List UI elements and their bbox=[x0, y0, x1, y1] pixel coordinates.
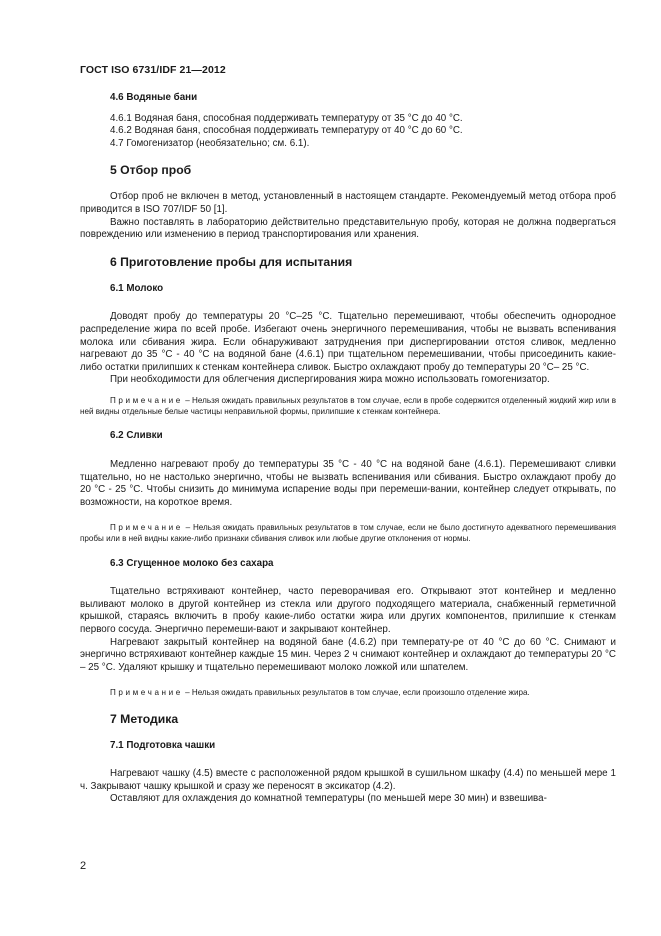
page-number: 2 bbox=[80, 860, 87, 872]
note-label: Примечание bbox=[110, 523, 183, 533]
note-label: Примечание bbox=[110, 395, 183, 405]
section-6-1-paragraph: Доводят пробу до температуры 20 °С–25 °С. Тщательно перемешивают, чтобы обеспечить однородное распределение жира по всей пробе. Избегают очень энергичного перемешивания, чтобы не вызвать вспенивания молока или сбивания жира. Если обнаруживают затруднения при диспергировании отстоя сливок, медленно нагревают до 35 °С - 40 °С на водяной бане (4.6.1) при тщательном перемешивании, чтобы присоединить какие-либо остатки прилипших к стенкам контейнера сливок. Быстро охлаждают пробу до температуры 20 °С– 25 °С. bbox=[80, 311, 616, 373]
section-6-2-title: 6.2 Сливки bbox=[110, 430, 163, 442]
section-6-3-paragraph: Тщательно встряхивают контейнер, часто переворачивая его. Открывают этот контейнер и медленно выливают молоко в другой контейнер из стекла или другого подходящего материала, снабженный герметичной крышкой, стараясь включить в пробу какие-либо остатки жира или других компонентов, прилипшие к стенкам первого сосуда. Энергично перемеши-вают и закрывают контейнер. bbox=[80, 586, 616, 636]
note-6-1 bbox=[80, 395, 616, 417]
document-header: ГОСТ ISO 6731/IDF 21—2012 bbox=[80, 64, 226, 76]
section-5-paragraph: Отбор проб не включен в метод, установленный в настоящем стандарте. Рекомендуемый метод отбора проб приводится в ISO 707/IDF 50 [1]. bbox=[80, 191, 616, 215]
section-6-1-title: 6.1 Молоко bbox=[110, 282, 164, 294]
section-6-title: 6 Приготовление пробы для испытания bbox=[110, 254, 353, 269]
note-text: – Нельзя ожидать правильных результатов в том случае, если произошло отделение жира. bbox=[182, 688, 530, 698]
item-4-7: 4.7 Гомогенизатор (необязательно; см. 6.1). bbox=[110, 137, 310, 149]
note-text: – Нельзя ожидать правильных результатов в том случае, если в пробе содержится отделенный жидкий жир или в ней видны отдельные белые частицы неправильной формы, прилипшие к стенкам контейнера. bbox=[80, 395, 616, 417]
section-6-3-title: 6.3 Сгущенное молоко без сахара bbox=[110, 557, 274, 569]
section-7-1-title: 7.1 Подготовка чашки bbox=[110, 739, 216, 751]
item-4-6-1: 4.6.1 Водяная баня, способная поддерживать температуру от 35 °С до 40 °С. bbox=[110, 112, 463, 124]
note-6-2 bbox=[80, 522, 616, 544]
item-4-6-2: 4.6.2 Водяная баня, способная поддерживать температуру от 40 °С до 60 °С. bbox=[110, 125, 463, 137]
note-6-3 bbox=[80, 687, 616, 698]
note-text: – Нельзя ожидать правильных результатов в том случае, если не было достигнуто адекватного перемешивания пробы или в ней видны какие-либо признаки сбивания сливок или любые другие отклонения от нормы. bbox=[80, 523, 616, 544]
section-7-title: 7 Методика bbox=[110, 711, 179, 726]
section-6-1-paragraph: При необходимости для облегчения диспергирования жира можно использовать гомогенизатор. bbox=[110, 374, 550, 386]
section-7-1-paragraph: Оставляют для охлаждения до комнатной температуры (по меньшей мере 30 мин) и взвешива- bbox=[110, 793, 547, 805]
section-5-title: 5 Отбор проб bbox=[110, 163, 192, 178]
section-6-3-paragraph: Нагревают закрытый контейнер на водяной бане (4.6.2) при температу-ре от 40 °С до 60 °С. Снимают и энергично встряхивают контейнер каждые 15 мин. Через 2 ч снимают контейнер и охлаждают до температуры 20 °С – 25 °С. Удаляют крышку и тщательно перемешивают молоко ложкой или шпателем. bbox=[80, 636, 616, 673]
page-content bbox=[80, 84, 616, 806]
note-label: Примечание bbox=[110, 688, 183, 698]
section-5-paragraph: Важно поставлять в лабораторию действительно представительную пробу, которая не должна подвергаться повреждению или изменению в период транспортирования или хранения. bbox=[80, 216, 616, 241]
section-6-2-paragraph: Медленно нагревают пробу до температуры 35 °С - 40 °С на водяной бане (4.6.1). Перемешивают сливки тщательно, но не настолько энергично, чтобы не вызвать вспенивания или сбивания. Быстро охлаждают пробу до 20 °С - 25 °С. Чтобы снизить до минимума испарение воды при перемеши-вании, контейнер следует открывать, по возможности, на короткое время. bbox=[80, 458, 616, 508]
section-4-6-title: 4.6 Водяные бани bbox=[110, 92, 198, 103]
section-7-1-paragraph: Нагревают чашку (4.5) вместе с расположенной рядом крышкой в сушильном шкафу (4.4) по меньшей мере 1 ч. Закрывают чашку крышкой и сразу же переносят в эксикатор (4.2). bbox=[80, 768, 616, 792]
